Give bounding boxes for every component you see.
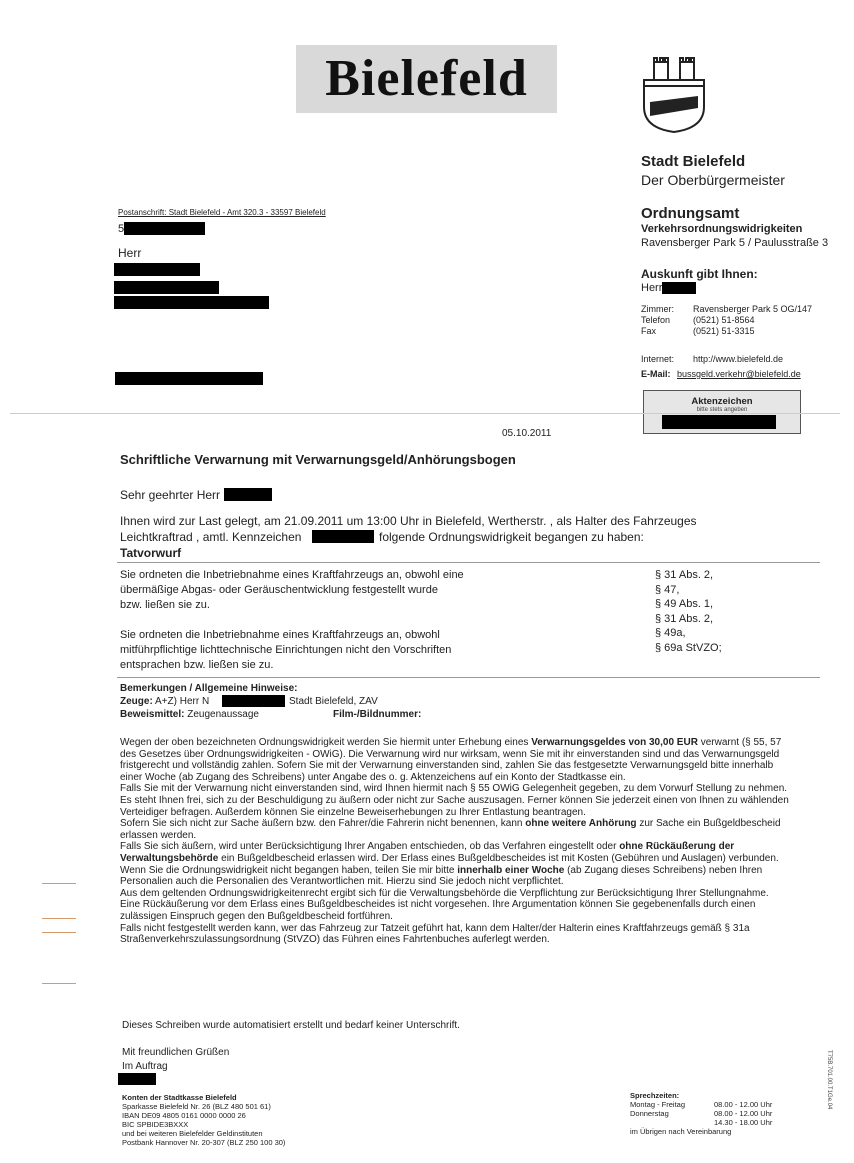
coat-of-arms-icon [640,52,708,134]
offence-1-line: übermäßige Abgas- oder Geräuschentwicklung festgestellt wurde [120,584,438,596]
witness-suffix: Stadt Bielefeld, ZAV [289,696,378,707]
hours-note: im Übrigen nach Vereinbarung [630,1127,732,1136]
hours-time: 08.00 - 12.00 Uhr [714,1109,773,1118]
evidence-line [120,709,259,720]
divider [117,562,820,563]
body-paragraph [120,818,790,841]
redaction [114,263,200,276]
return-address: Postanschrift: Stadt Bielefeld - Amt 320.3 - 33597 Bielefeld [118,208,326,217]
hours-row [630,1100,790,1109]
office-hours [630,1091,790,1136]
witness-value: A+Z) Herr N [155,696,210,707]
reference-subtitle: bitte stets angeben [696,407,748,413]
margin-mark [42,983,76,984]
no-signature-note: Dieses Schreiben wurde automatisiert erstellt und bedarf keiner Unterschrift. [122,1020,460,1031]
body-paragraph [120,737,790,783]
redaction [118,1073,156,1085]
closing-regards: Mit freundlichen Grüßen [122,1047,230,1058]
city-name: Stadt Bielefeld [641,153,746,170]
bank-line: und bei weiteren Bielefelder Geldinstituten [122,1129,263,1138]
bank-line: Sparkasse Bielefeld Nr. 26 (BLZ 480 501 61) [122,1102,271,1111]
redaction [662,415,776,429]
body-text [120,737,790,946]
department-name: Verkehrsordnungswidrigkeiten [641,223,803,235]
offence-2-line: entsprachen bzw. ließen sie zu. [120,659,274,671]
closing-auftrag: Im Auftrag [122,1061,168,1072]
offence-2-line: mitführpflichtige lichttechnische Einrichtungen nicht den Vorschriften [120,644,452,656]
redaction [312,530,374,543]
subject: Schriftliche Verwarnung mit Verwarnungsgeld/Anhörungsbogen [120,452,516,467]
offence-1 [120,568,464,613]
body-text-span: Wegen der oben bezeichneten Ordnungswidrigkeit werden Sie hiermit unter Erhebung eines [120,737,532,748]
bank-line: BIC SPBIDE3BXXX [122,1120,189,1129]
hours-heading: Sprechzeiten: [630,1091,680,1100]
side-code: T75B.701.00.T1Ge.04 [826,1050,832,1110]
body-text-span: verwarnt (§ 55, 57 des Gesetzes über Ordnungswidrigkeiten - OWiG). Die Verwarnung wird nur wirksam, wenn Sie mit ihr einverstanden sind und das Verwarnungsgeld fristgerecht und vollständig zahlen. Sofern Sie mit der Verwarnung einverstanden sind, zahlen Sie das festgesetzte Verwarnungsgeld bitte innerhalb einer Woche (ab Zugang des Schreibens) unter Angabe des o. g. Aktenzeichens auf ein Konto der Stadtkasse ein. [120,737,782,783]
intro-line-2a: Leichtkraftrad , amtl. Kennzeichen [120,530,302,544]
body-paragraph [120,865,790,888]
internet-label: Internet: [641,354,675,364]
law-paragraph: § 47, [655,583,680,596]
reference-title: Aktenzeichen [691,396,753,407]
offence-1-line: bzw. ließen sie zu. [120,599,210,611]
redaction [662,282,696,294]
office-address: Ravensberger Park 5 / Paulusstraße 3 [641,237,829,249]
redaction [114,281,219,294]
hours-time: 08.00 - 12.00 Uhr [714,1100,773,1109]
city-logo: Bielefeld [325,50,528,107]
body-paragraph: Aus dem geltenden Ordnungswidrigkeitenrecht ergibt sich für die Verwaltungsbehörde die Verpflichtung zur Berücksichtigung Ihrer Stellungnahme. Eine Rückäußerung vor dem Erlass eines Bußgeldbescheides ist nicht vorgesehen. Ihre Argumentation können Sie gegebenenfalls durch einen zulässigen Einspruch gegen den Bußgeldbescheid fortführen. [120,887,769,922]
margin-mark [42,883,76,884]
office-name: Ordnungsamt [641,205,740,222]
hours-row [630,1118,790,1127]
room-value: Ravensberger Park 5 OG/147 [693,304,813,314]
divider [117,677,820,678]
body-text-span: Sofern Sie sich nicht zur Sache äußern bzw. den Fahrer/die Fahrerin nicht benennen, kann [120,818,526,830]
law-paragraph: § 31 Abs. 2, [655,569,714,581]
body-paragraph [120,841,790,864]
bank-line: IBAN DE09 4805 0161 0000 0000 26 [122,1111,246,1120]
body-text-bold: Verwarnungsgeldes von 30,00 EUR [531,737,698,748]
redaction [222,695,285,707]
body-text-span: ein Bußgeldbescheid erlassen wird. Der Erlass eines Bußgeldbescheides ist mit Kosten (Gebühren und Auslagen) verbunden. [218,852,779,864]
offence-2-line: Sie ordneten die Inbetriebnahme eines Kraftfahrzeugs an, obwohl [120,629,440,641]
mayor-title: Der Oberbürgermeister [641,172,785,188]
body-paragraph: Falls nicht festgestellt werden kann, wer das Fahrzeug zur Tatzeit geführt hat, kann dem Halter/der Halterin eines Kraftfahrzeugs gemäß § 31a Straßenverkehrszulassungsordnung (StVZO) das Führen eines Fahrtenbuches auferlegt werden. [120,922,750,946]
phone-label: Telefon [641,315,671,325]
margin-mark [42,932,76,933]
bank-heading: Konten der Stadtkasse Bielefeld [122,1093,237,1102]
info-heading: Auskunft gibt Ihnen: [641,267,758,281]
law-paragraph: § 49a, [655,627,686,639]
evidence-value: Zeugenaussage [187,709,259,720]
body-text-bold: innerhalb einer Woche [457,864,565,876]
film-label: Film-/Bildnummer: [333,709,422,720]
fax-label: Fax [641,326,657,336]
greeting: Sehr geehrter Herr [120,488,221,502]
law-paragraph: § 49 Abs. 1, [655,598,714,610]
bank-accounts [122,1093,285,1147]
hours-day: Montag - Freitag [630,1100,686,1109]
fold-line [10,413,840,414]
intro-line-1: Ihnen wird zur Last gelegt, am 21.09.2011 um 13:00 Uhr in Bielefeld, Wertherstr. , als Halter des Fahrzeuges [120,514,697,528]
redaction [224,488,272,501]
email-label: E-Mail: [641,369,671,379]
evidence-label: Beweismittel: [120,709,185,720]
bank-line: Postbank Hannover Nr. 20-307 (BLZ 250 100 30) [122,1138,286,1147]
email-link[interactable]: bussgeld.verkehr@bielefeld.de [677,369,801,379]
margin-mark [42,918,76,919]
offence-1-line: Sie ordneten die Inbetriebnahme eines Kraftfahrzeugs an, obwohl eine [120,569,464,581]
witness-line [120,696,209,707]
recipient-prefix: 5 [118,223,125,235]
phone-value: (0521) 51-8564 [693,315,755,325]
body-paragraph: Falls Sie mit der Verwarnung nicht einverstanden sind, wird Ihnen hiermit nach § 55 OWiG Gelegenheit gegeben, zu dem Vorwurf Stellung zu nehmen. Es steht Ihnen frei, sich zu der Beschuldigung zu äußern oder nicht zur Sache auszusagen. Ferner können Sie jederzeit einen von Ihnen zu wählenden Verteidiger befragen. Außerdem können Sie einzelne Beweiserhebungen zu Ihrer Entlastung beantragen. [120,783,789,818]
fax-value: (0521) 51-3315 [693,326,755,336]
info-person: Herr [641,282,663,294]
recipient-salutation: Herr [118,246,142,260]
offence-2 [120,628,451,673]
hours-row [630,1109,790,1118]
body-text-span: Falls Sie sich äußern, wird unter Berücksichtigung Ihrer Angaben entschieden, ob das Verfahren eingestellt oder [120,841,620,853]
hours-time: 14.30 - 18.00 Uhr [714,1118,773,1127]
internet-link[interactable]: http://www.bielefeld.de [693,354,784,364]
body-text-bold: ohne weitere Anhörung [525,818,637,830]
law-paragraph: § 31 Abs. 2, [655,612,714,625]
body-text-span: zur Sache ein Bußgeldbescheid erlassen werden. [120,818,781,841]
body-text-span: Wenn Sie die Ordnungswidrigkeit nicht begangen haben, teilen Sie mir bitte [120,864,458,876]
law-paragraphs [655,568,722,655]
body-text-span: (ab Zugang dieses Schreibens) neben Ihren Personalien auch die Personalien des Verantwortlichen mit. Hierzu sind Sie jedoch nicht verpflichtet. [120,864,763,888]
redaction [124,222,205,235]
room-label: Zimmer: [641,304,674,314]
body-text-bold: ohne Rückäußerung der Verwaltungsbehörde [120,841,735,864]
hours-day [630,1118,714,1127]
tatvorwurf-heading: Tatvorwurf [120,546,182,560]
hours-day: Donnerstag [630,1109,669,1118]
law-paragraph: § 69a StVZO; [655,641,722,654]
letter-date: 05.10.2011 [502,428,552,439]
redaction [114,296,269,309]
intro-line-2b: folgende Ordnungswidrigkeit begangen zu haben: [379,530,644,544]
redaction [115,372,263,385]
remarks-heading: Bemerkungen / Allgemeine Hinweise: [120,683,298,694]
witness-label: Zeuge: [120,696,153,707]
